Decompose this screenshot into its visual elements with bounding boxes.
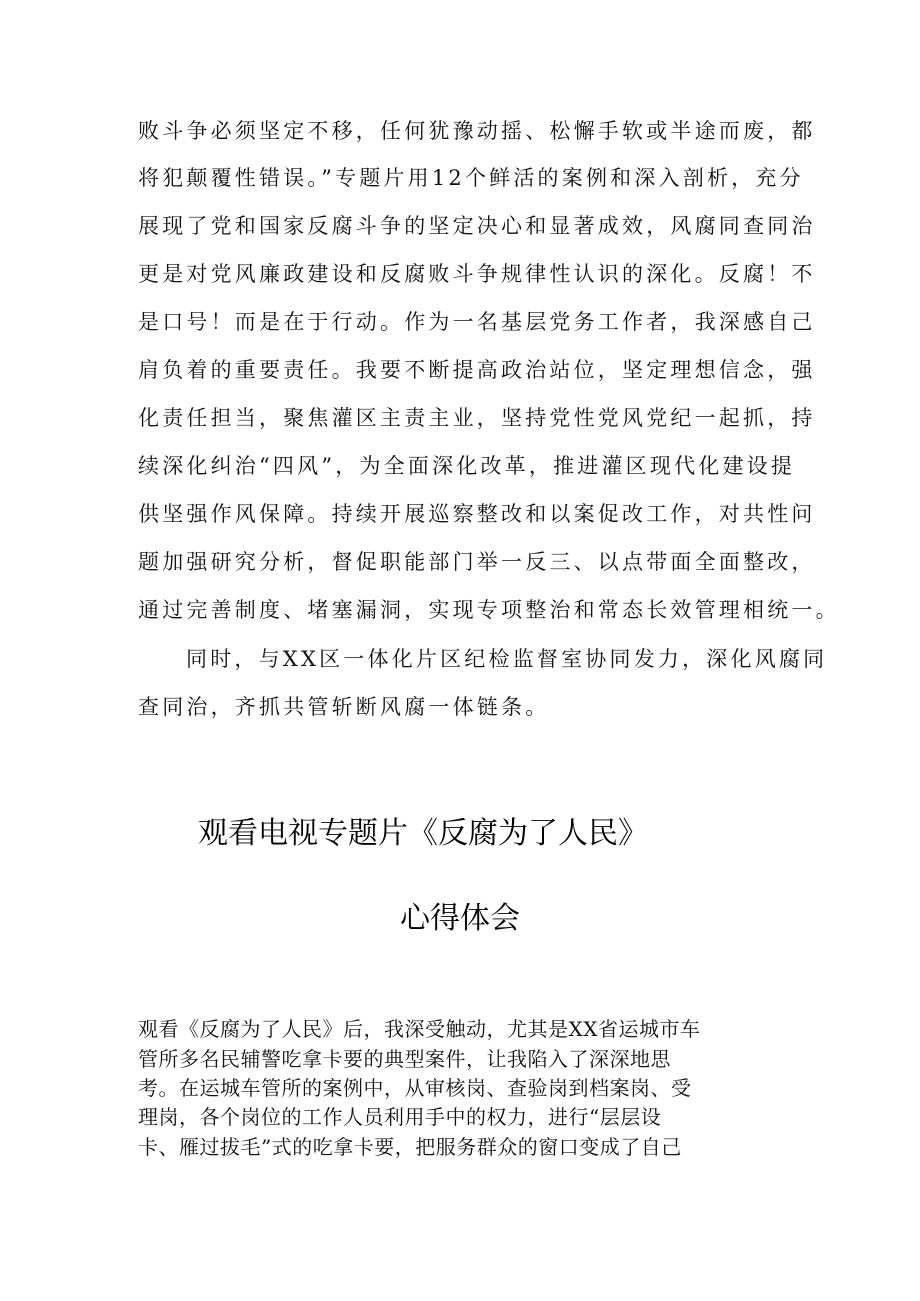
paragraph-2-line-1: 同时，与XX区一体化片区纪检监督室协同发力，深化风腐同 xyxy=(186,647,828,671)
paragraph-2-line-2: 查同治，齐抓共管斩断风腐一体链条。 xyxy=(138,695,550,719)
paragraph-1-line-2: 将犯颠覆性错误。”专题片用12个鲜活的案例和深入剖析，充分 xyxy=(138,166,804,190)
paragraph-3-line-4: 理岗，各个岗位的工作人员利用手中的权力，进行“层层设 xyxy=(138,1105,662,1129)
paragraph-1-line-7: 化责任担当，聚焦灌区主责主业，坚持党性党风党纪一起抓，持 xyxy=(138,406,816,430)
page-title: 观看电视专题片《反腐为了人民》 xyxy=(198,816,648,851)
paragraph-3-line-1: 观看《反腐为了人民》后，我深受触动，尤其是XX省运城市车 xyxy=(138,1017,701,1041)
paragraph-1-line-4: 更是对党风廉政建设和反腐败斗争规律性认识的深化。反腐！不 xyxy=(138,262,816,286)
paragraph-1-line-5: 是口号！而是在于行动。作为一名基层党务工作者，我深感自己 xyxy=(138,310,816,334)
paragraph-1-line-6: 肩负着的重要责任。我要不断提高政治站位，坚定理想信念，强 xyxy=(138,358,816,382)
paragraph-1-line-10: 题加强研究分析，督促职能部门举一反三、以点带面全面整改， xyxy=(138,550,816,574)
page-subtitle: 心得体会 xyxy=(400,901,520,936)
paragraph-3-line-5: 卡、雁过拔毛”式的吃拿卡要，把服务群众的窗口变成了自己 xyxy=(138,1135,682,1159)
paragraph-1-line-9: 供坚强作风保障。持续开展巡察整改和以案促改工作，对共性问 xyxy=(138,502,816,526)
paragraph-1-line-8: 续深化纠治“四风”，为全面深化改革，推进灌区现代化建设提 xyxy=(138,454,796,478)
paragraph-1-line-11: 通过完善制度、堵塞漏洞，实现专项整治和常态长效管理相统一。 xyxy=(138,598,840,622)
paragraph-3-line-2: 管所多名民辅警吃拿卡要的典型案件，让我陷入了深深地思 xyxy=(138,1047,671,1071)
paragraph-3-line-3: 考。在运城车管所的案例中，从审核岗、查验岗到档案岗、受 xyxy=(138,1076,692,1100)
paragraph-1-line-1: 败斗争必须坚定不移，任何犹豫动摇、松懈手软或半途而废，都 xyxy=(138,119,816,143)
paragraph-1-line-3: 展现了党和国家反腐斗争的坚定决心和显著成效，风腐同查同治 xyxy=(138,214,816,238)
